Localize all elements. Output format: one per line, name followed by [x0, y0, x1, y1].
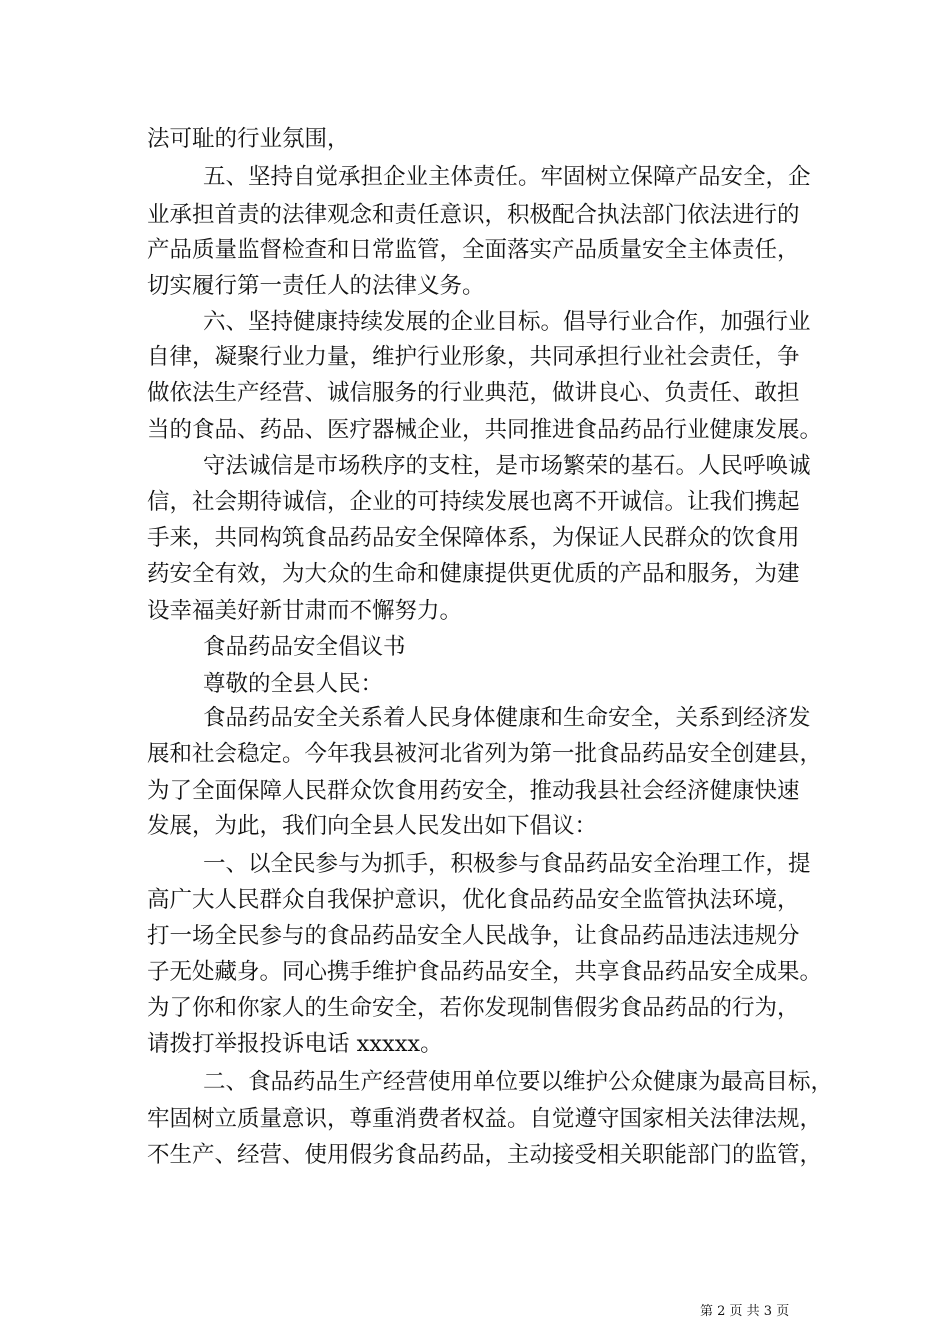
text-line: 尊敬的全县人民：	[203, 671, 384, 697]
text-line: 法可耻的行业氛围，	[147, 126, 350, 152]
text-line: 设幸福美好新甘肃而不懈努力。	[147, 598, 463, 624]
text-line: 当的食品、药品、医疗器械企业，共同推进食品药品行业健康发展。	[147, 417, 823, 443]
text-line: 为了你和你家人的生命安全，若你发现制售假劣食品药品的行为，	[147, 995, 800, 1021]
text-line: 高广大人民群众自我保护意识，优化食品药品安全监管执法环境，	[147, 887, 800, 913]
text-line: 牢固树立质量意识，尊重消费者权益。自觉遵守国家相关法律法规，	[147, 1106, 823, 1132]
text-line: 为了全面保障人民群众饮食用药安全，推动我县社会经济健康快速	[147, 778, 800, 804]
text-line: 五、坚持自觉承担企业主体责任。牢固树立保障产品安全，企	[203, 164, 811, 190]
text-line: 子无处藏身。同心携手维护食品药品安全，共享食品药品安全成果。	[147, 959, 823, 985]
text-line: 业承担首责的法律观念和责任意识，积极配合执法部门依法进行的	[147, 202, 800, 228]
text-line: 守法诚信是市场秩序的支柱，是市场繁荣的基石。人民呼唤诚	[203, 453, 811, 479]
text-line: 信，社会期待诚信，企业的可持续发展也离不开诚信。让我们携起	[147, 489, 800, 515]
text-line: 一、以全民参与为抓手，积极参与食品药品安全治理工作，提	[203, 851, 811, 877]
text-line: 请拨打举报投诉电话 xxxxx。	[147, 1031, 443, 1057]
text-line: 手来，共同构筑食品药品安全保障体系，为保证人民群众的饮食用	[147, 525, 800, 551]
text-line: 打一场全民参与的食品药品安全人民战争，让食品药品违法违规分	[147, 923, 800, 949]
text-line: 食品药品安全倡议书	[203, 634, 406, 660]
text-line: 六、坚持健康持续发展的企业目标。倡导行业合作，加强行业	[203, 309, 811, 335]
text-line: 不生产、经营、使用假劣食品药品，主动接受相关职能部门的监管，	[147, 1142, 823, 1168]
page-number: 第 2 页 共 3 页	[700, 1304, 790, 1319]
text-line: 做依法生产经营、诚信服务的行业典范，做讲良心、负责任、敢担	[147, 380, 800, 406]
text-line: 产品质量监督检查和日常监管，全面落实产品质量安全主体责任，	[147, 237, 800, 263]
text-line: 切实履行第一责任人的法律义务。	[147, 273, 485, 299]
text-line: 食品药品安全关系着人民身体健康和生命安全，关系到经济发	[203, 705, 811, 731]
text-line: 二、食品药品生产经营使用单位要以维护公众健康为最高目标，	[203, 1069, 834, 1095]
text-line: 展和社会稳定。今年我县被河北省列为第一批食品药品安全创建县，	[147, 741, 823, 767]
text-line: 发展，为此，我们向全县人民发出如下倡议：	[147, 813, 598, 839]
text-line: 药安全有效，为大众的生命和健康提供更优质的产品和服务，为建	[147, 561, 800, 587]
text-line: 自律，凝聚行业力量，维护行业形象，共同承担行业社会责任，争	[147, 344, 800, 370]
